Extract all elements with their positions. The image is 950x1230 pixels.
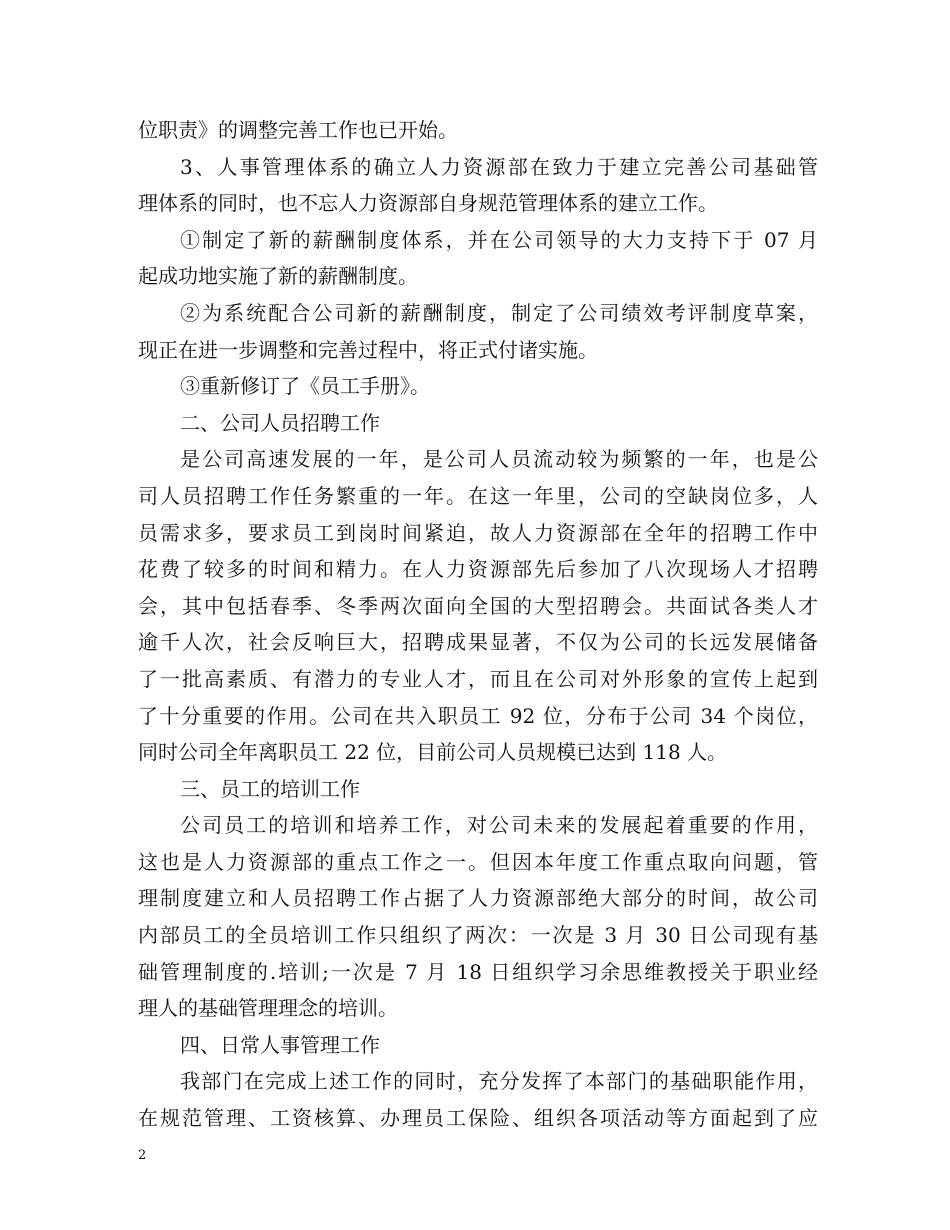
text-line: 础管理制度的.培训;一次是 7 月 18 日组织学习余思维教授关于职业经 (138, 959, 818, 984)
text-line: 花费了较多的时间和精力。在人力资源部先后参加了八次现场人才招聘 (138, 557, 818, 582)
body-text (138, 112, 818, 1137)
text-line: 3、人事管理体系的确立人力资源部在致力于建立完善公司基础管 (180, 154, 818, 179)
text-line: 公司员工的培训和培养工作，对公司未来的发展起着重要的作用， (180, 813, 818, 838)
text-line: 是公司高速发展的一年，是公司人员流动较为频繁的一年，也是公 (180, 447, 818, 472)
text-line: 同时公司全年离职员工 22 位，目前公司人员规模已达到 118 人。 (138, 740, 728, 765)
text-line: ②为系统配合公司新的薪酬制度，制定了公司绩效考评制度草案， (180, 300, 818, 325)
text-line: 理体系的同时，也不忘人力资源部自身规范管理体系的建立工作。 (138, 191, 718, 216)
text-line: 四、日常人事管理工作 (180, 1032, 380, 1057)
text-line: 逾千人次，社会反响巨大，招聘成果显著，不仅为公司的长远发展储备 (138, 630, 818, 655)
text-line: 现正在进一步调整和完善过程中，将正式付诸实施。 (138, 337, 598, 362)
text-line: 内部员工的全员培训工作只组织了两次：一次是 3 月 30 日公司现有基 (138, 923, 818, 948)
text-line: 理人的基础管理理念的培训。 (138, 996, 398, 1021)
text-line: 员需求多，要求员工到岗时间紧迫，故人力资源部在全年的招聘工作中 (138, 520, 818, 545)
text-line: 司人员招聘工作任务繁重的一年。在这一年里，公司的空缺岗位多，人 (138, 483, 818, 508)
text-line: 三、员工的培训工作 (180, 776, 360, 801)
text-line: 我部门在完成上述工作的同时，充分发挥了本部门的基础职能作用， (180, 1069, 818, 1094)
text-line: 会，其中包括春季、冬季两次面向全国的大型招聘会。共面试各类人才 (138, 593, 818, 618)
text-line: 二、公司人员招聘工作 (180, 410, 380, 435)
text-line: ③重新修订了《员工手册》。 (180, 374, 430, 399)
text-line: 了一批高素质、有潜力的专业人才，而且在公司对外形象的宣传上起到 (138, 666, 818, 691)
text-line: 起成功地实施了新的薪酬制度。 (138, 264, 418, 289)
text-line: 这也是人力资源部的重点工作之一。但因本年度工作重点取向问题，管 (138, 849, 818, 874)
text-line: ①制定了新的薪酬制度体系，并在公司领导的大力支持下于 07 月 (180, 227, 818, 252)
text-line: 了十分重要的作用。公司在共入职员工 92 位，分布于公司 34 个岗位， (138, 703, 818, 728)
page-number: 2 (138, 1148, 147, 1163)
text-line: 位职责》的调整完善工作也已开始。 (138, 118, 458, 142)
text-line: 在规范管理、工资核算、办理员工保险、组织各项活动等方面起到了应 (138, 1106, 818, 1131)
text-line: 理制度建立和人员招聘工作占据了人力资源部绝大部分的时间，故公司 (138, 886, 818, 911)
